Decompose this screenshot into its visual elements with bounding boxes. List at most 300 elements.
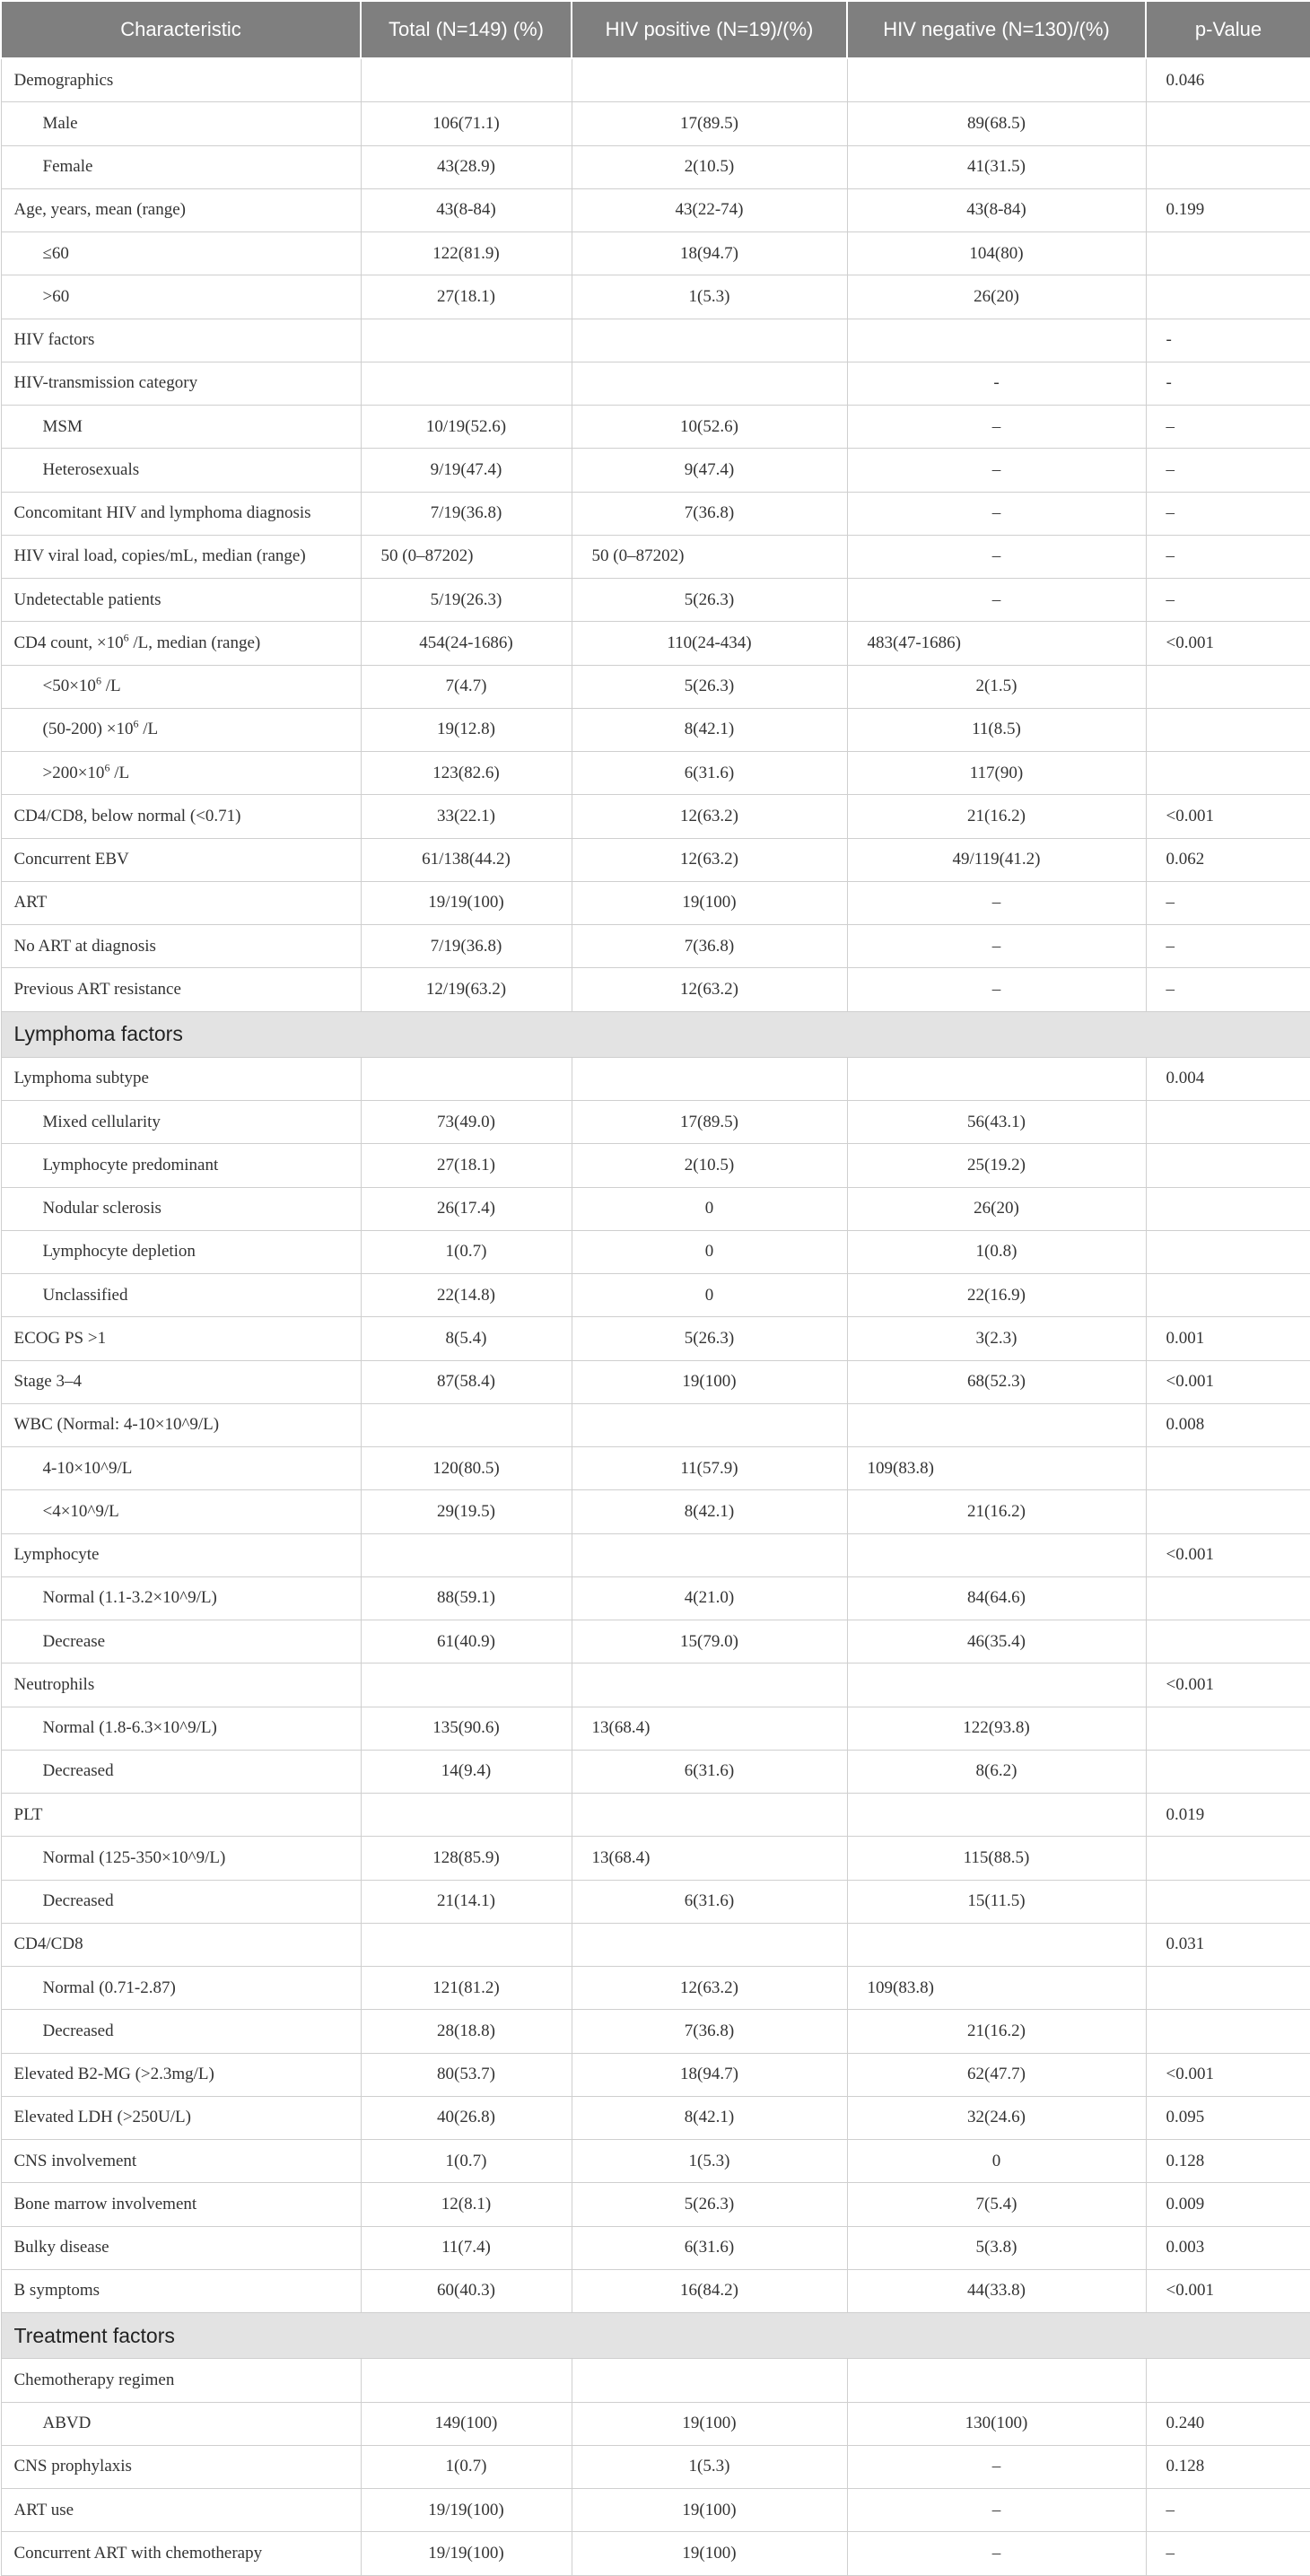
- table-row: [1, 1403, 1310, 1446]
- hiv-negative-cell: 15(11.5): [847, 1880, 1146, 1923]
- total-cell: 10/19(52.6): [361, 406, 572, 449]
- hiv-positive-cell: 43(22-74): [572, 188, 847, 231]
- p-value-cell: [1146, 708, 1310, 751]
- hiv-negative-cell: 89(68.5): [847, 102, 1146, 145]
- total-cell: 14(9.4): [361, 1750, 572, 1793]
- p-value-cell: 0.240: [1146, 2402, 1310, 2445]
- table-row: [1, 2183, 1310, 2226]
- characteristic-cell: Chemotherapy regimen: [1, 2359, 361, 2402]
- p-value-cell: 0.019: [1146, 1794, 1310, 1837]
- table-row: [1, 925, 1310, 968]
- table-row: [1, 1837, 1310, 1880]
- characteristic-cell: Normal (1.8-6.3×10^9/L): [1, 1707, 361, 1750]
- p-value-cell: <0.001: [1146, 795, 1310, 838]
- characteristic-cell: Bulky disease: [1, 2226, 361, 2269]
- p-value-cell: <0.001: [1146, 622, 1310, 665]
- characteristic-cell: Undetectable patients: [1, 579, 361, 622]
- table-row: [1, 2532, 1310, 2576]
- p-value-cell: [1146, 1750, 1310, 1793]
- hiv-positive-cell: 19(100): [572, 2489, 847, 2532]
- hiv-positive-cell: 5(26.3): [572, 665, 847, 708]
- p-value-cell: <0.001: [1146, 1663, 1310, 1707]
- p-value-cell: –: [1146, 535, 1310, 578]
- hiv-negative-cell: [847, 1794, 1146, 1837]
- header-hiv-negative: HIV negative (N=130)/(%): [847, 1, 1146, 58]
- characteristic-cell: ECOG PS >1: [1, 1317, 361, 1360]
- total-cell: 22(14.8): [361, 1274, 572, 1317]
- table-row: [1, 2445, 1310, 2488]
- hiv-positive-cell: 7(36.8): [572, 2010, 847, 2053]
- p-value-cell: –: [1146, 881, 1310, 924]
- characteristic-cell: Elevated LDH (>250U/L): [1, 2096, 361, 2139]
- total-cell: 87(58.4): [361, 1360, 572, 1403]
- p-value-cell: 0.031: [1146, 1923, 1310, 1966]
- hiv-positive-cell: 2(10.5): [572, 1144, 847, 1187]
- total-cell: [361, 58, 572, 102]
- characteristic-cell: Demographics: [1, 58, 361, 102]
- hiv-negative-cell: 1(0.8): [847, 1230, 1146, 1273]
- characteristic-cell: ≤60: [1, 232, 361, 275]
- characteristic-cell: 4-10×10^9/L: [1, 1447, 361, 1490]
- label-text-after: /L, median (range): [128, 633, 261, 652]
- section-title: Lymphoma factors: [1, 1011, 1310, 1057]
- characteristic-cell: Normal (1.1-3.2×10^9/L): [1, 1576, 361, 1620]
- hiv-positive-cell: 12(63.2): [572, 968, 847, 1011]
- characteristic-cell: Age, years, mean (range): [1, 188, 361, 231]
- table-row: [1, 2010, 1310, 2053]
- characteristic-cell: Neutrophils: [1, 1663, 361, 1707]
- hiv-negative-cell: 62(47.7): [847, 2053, 1146, 2096]
- hiv-positive-cell: 19(100): [572, 881, 847, 924]
- table-row: [1, 2269, 1310, 2312]
- hiv-positive-cell: [572, 362, 847, 405]
- hiv-negative-cell: 25(19.2): [847, 1144, 1146, 1187]
- p-value-cell: [1146, 1490, 1310, 1533]
- table-row: [1, 881, 1310, 924]
- p-value-cell: –: [1146, 2532, 1310, 2576]
- total-cell: 40(26.8): [361, 2096, 572, 2139]
- table-row: [1, 579, 1310, 622]
- total-cell: 7(4.7): [361, 665, 572, 708]
- label-text: (50-200) ×10: [42, 720, 134, 739]
- table-row: [1, 2226, 1310, 2269]
- characteristic-cell: Elevated B2-MG (>2.3mg/L): [1, 2053, 361, 2096]
- hiv-negative-cell: 49/119(41.2): [847, 838, 1146, 881]
- table-row: [1, 1620, 1310, 1663]
- table-row: [1, 1274, 1310, 1317]
- hiv-positive-cell: [572, 1794, 847, 1837]
- table-row: [1, 1533, 1310, 1576]
- section-title: Treatment factors: [1, 2313, 1310, 2359]
- p-value-cell: <0.001: [1146, 2269, 1310, 2312]
- characteristic-cell: Concomitant HIV and lymphoma diagnosis: [1, 492, 361, 535]
- hiv-positive-cell: 4(21.0): [572, 1576, 847, 1620]
- hiv-negative-cell: 43(8-84): [847, 188, 1146, 231]
- total-cell: 26(17.4): [361, 1187, 572, 1230]
- hiv-negative-cell: 22(16.9): [847, 1274, 1146, 1317]
- total-cell: 27(18.1): [361, 1144, 572, 1187]
- hiv-negative-cell: 7(5.4): [847, 2183, 1146, 2226]
- table-row: [1, 102, 1310, 145]
- hiv-negative-cell: 68(52.3): [847, 1360, 1146, 1403]
- table-row: [1, 2359, 1310, 2402]
- hiv-positive-cell: 8(42.1): [572, 2096, 847, 2139]
- p-value-cell: 0.128: [1146, 2140, 1310, 2183]
- header-hiv-positive: HIV positive (N=19)/(%): [572, 1, 847, 58]
- hiv-negative-cell: 26(20): [847, 275, 1146, 319]
- total-cell: 149(100): [361, 2402, 572, 2445]
- table-row: [1, 1967, 1310, 2010]
- hiv-positive-cell: 12(63.2): [572, 838, 847, 881]
- hiv-positive-cell: [572, 319, 847, 362]
- hiv-positive-cell: 7(36.8): [572, 492, 847, 535]
- total-cell: [361, 1533, 572, 1576]
- total-cell: 50 (0–87202): [361, 535, 572, 578]
- characteristic-cell: HIV factors: [1, 319, 361, 362]
- total-cell: [361, 362, 572, 405]
- total-cell: 12/19(63.2): [361, 968, 572, 1011]
- hiv-negative-cell: [847, 1533, 1146, 1576]
- characteristic-cell: CNS involvement: [1, 2140, 361, 2183]
- total-cell: 43(28.9): [361, 145, 572, 188]
- hiv-positive-cell: 17(89.5): [572, 1101, 847, 1144]
- hiv-negative-cell: 483(47-1686): [847, 622, 1146, 665]
- label-superscript: 6: [133, 718, 139, 731]
- p-value-cell: 0.008: [1146, 1403, 1310, 1446]
- hiv-positive-cell: 18(94.7): [572, 232, 847, 275]
- hiv-positive-cell: 13(68.4): [572, 1707, 847, 1750]
- label-text-after: /L: [109, 763, 130, 782]
- hiv-positive-cell: 5(26.3): [572, 1317, 847, 1360]
- hiv-positive-cell: 12(63.2): [572, 1967, 847, 2010]
- hiv-negative-cell: 11(8.5): [847, 708, 1146, 751]
- table-row: [1, 968, 1310, 1011]
- p-value-cell: [1146, 1144, 1310, 1187]
- hiv-positive-cell: [572, 58, 847, 102]
- characteristic-cell: Decreased: [1, 1750, 361, 1793]
- hiv-negative-cell: –: [847, 535, 1146, 578]
- total-cell: 122(81.9): [361, 232, 572, 275]
- total-cell: 19/19(100): [361, 881, 572, 924]
- hiv-positive-cell: 7(36.8): [572, 925, 847, 968]
- hiv-negative-cell: 84(64.6): [847, 1576, 1146, 1620]
- hiv-negative-cell: 109(83.8): [847, 1447, 1146, 1490]
- hiv-positive-cell: 0: [572, 1274, 847, 1317]
- total-cell: 454(24-1686): [361, 622, 572, 665]
- hiv-positive-cell: 5(26.3): [572, 579, 847, 622]
- total-cell: 8(5.4): [361, 1317, 572, 1360]
- hiv-positive-cell: 10(52.6): [572, 406, 847, 449]
- hiv-positive-cell: 13(68.4): [572, 1837, 847, 1880]
- total-cell: 33(22.1): [361, 795, 572, 838]
- table-row: [1, 2489, 1310, 2532]
- p-value-cell: [1146, 1447, 1310, 1490]
- table-row: [1, 1317, 1310, 1360]
- hiv-negative-cell: 117(90): [847, 752, 1146, 795]
- characteristic-cell: Previous ART resistance: [1, 968, 361, 1011]
- p-value-cell: 0.004: [1146, 1057, 1310, 1100]
- table-row: [1, 2096, 1310, 2139]
- total-cell: 121(81.2): [361, 1967, 572, 2010]
- hiv-positive-cell: 6(31.6): [572, 752, 847, 795]
- table-row: [1, 1360, 1310, 1403]
- p-value-cell: –: [1146, 406, 1310, 449]
- hiv-negative-cell: –: [847, 2489, 1146, 2532]
- table-row: [1, 838, 1310, 881]
- p-value-cell: [1146, 1187, 1310, 1230]
- total-cell: 11(7.4): [361, 2226, 572, 2269]
- p-value-cell: [1146, 145, 1310, 188]
- p-value-cell: <0.001: [1146, 2053, 1310, 2096]
- total-cell: [361, 1923, 572, 1966]
- table-row: [1, 188, 1310, 231]
- hiv-positive-cell: 18(94.7): [572, 2053, 847, 2096]
- p-value-cell: –: [1146, 492, 1310, 535]
- table-row: [1, 1923, 1310, 1966]
- hiv-negative-cell: 0: [847, 2140, 1146, 2183]
- hiv-negative-cell: –: [847, 492, 1146, 535]
- hiv-negative-cell: 115(88.5): [847, 1837, 1146, 1880]
- table-row: [1, 362, 1310, 405]
- p-value-cell: [1146, 2359, 1310, 2402]
- p-value-cell: [1146, 665, 1310, 708]
- hiv-negative-cell: 26(20): [847, 1187, 1146, 1230]
- hiv-positive-cell: 12(63.2): [572, 795, 847, 838]
- table-row: [1, 1794, 1310, 1837]
- hiv-negative-cell: 109(83.8): [847, 1967, 1146, 2010]
- table-row: [1, 622, 1310, 665]
- characteristic-cell: Heterosexuals: [1, 449, 361, 492]
- characteristic-cell: Stage 3–4: [1, 1360, 361, 1403]
- hiv-positive-cell: 9(47.4): [572, 449, 847, 492]
- characteristic-cell: Concurrent EBV: [1, 838, 361, 881]
- characteristic-cell: ABVD: [1, 2402, 361, 2445]
- total-cell: 128(85.9): [361, 1837, 572, 1880]
- hiv-negative-cell: 41(31.5): [847, 145, 1146, 188]
- label-superscript: 6: [95, 674, 101, 687]
- table-row: [1, 1490, 1310, 1533]
- p-value-cell: [1146, 232, 1310, 275]
- hiv-negative-cell: 130(100): [847, 2402, 1146, 2445]
- p-value-cell: [1146, 1101, 1310, 1144]
- hiv-negative-cell: 46(35.4): [847, 1620, 1146, 1663]
- header-p-value: p-Value: [1146, 1, 1310, 58]
- hiv-positive-cell: 17(89.5): [572, 102, 847, 145]
- table-row: [1, 1101, 1310, 1144]
- p-value-cell: [1146, 2010, 1310, 2053]
- p-value-cell: [1146, 1837, 1310, 1880]
- hiv-positive-cell: 19(100): [572, 2532, 847, 2576]
- characteristic-cell: Female: [1, 145, 361, 188]
- table-row: [1, 145, 1310, 188]
- characteristic-cell: Normal (0.71-2.87): [1, 1967, 361, 2010]
- table-header-row: [1, 1, 1310, 58]
- p-value-cell: -: [1146, 319, 1310, 362]
- total-cell: [361, 2359, 572, 2402]
- total-cell: [361, 319, 572, 362]
- table-row: [1, 535, 1310, 578]
- total-cell: 27(18.1): [361, 275, 572, 319]
- table-row: [1, 1057, 1310, 1100]
- p-value-cell: [1146, 1707, 1310, 1750]
- table-row: [1, 1576, 1310, 1620]
- label-text: CD4 count, ×10: [13, 633, 124, 652]
- hiv-positive-cell: 16(84.2): [572, 2269, 847, 2312]
- table-row: [1, 319, 1310, 362]
- characteristic-cell: No ART at diagnosis: [1, 925, 361, 968]
- hiv-negative-cell: [847, 1403, 1146, 1446]
- table-row: [1, 449, 1310, 492]
- characteristic-cell: CD4/CD8, below normal (<0.71): [1, 795, 361, 838]
- hiv-negative-cell: –: [847, 579, 1146, 622]
- hiv-positive-cell: 1(5.3): [572, 2445, 847, 2488]
- characteristic-cell: CD4/CD8: [1, 1923, 361, 1966]
- p-value-cell: 0.009: [1146, 2183, 1310, 2226]
- p-value-cell: –: [1146, 449, 1310, 492]
- characteristic-cell: B symptoms: [1, 2269, 361, 2312]
- hiv-positive-cell: [572, 1403, 847, 1446]
- label-superscript: 6: [123, 631, 129, 644]
- total-cell: 1(0.7): [361, 2445, 572, 2488]
- hiv-positive-cell: 1(5.3): [572, 2140, 847, 2183]
- hiv-negative-cell: [847, 2359, 1146, 2402]
- characteristic-cell: Lymphocyte predominant: [1, 1144, 361, 1187]
- hiv-positive-cell: 15(79.0): [572, 1620, 847, 1663]
- hiv-positive-cell: 11(57.9): [572, 1447, 847, 1490]
- characteristic-cell: Nodular sclerosis: [1, 1187, 361, 1230]
- p-value-cell: [1146, 1576, 1310, 1620]
- table-row: [1, 2140, 1310, 2183]
- hiv-negative-cell: 21(16.2): [847, 795, 1146, 838]
- characteristic-cell: CNS prophylaxis: [1, 2445, 361, 2488]
- p-value-cell: <0.001: [1146, 1360, 1310, 1403]
- label-text: >200×10: [42, 763, 105, 782]
- hiv-negative-cell: –: [847, 881, 1146, 924]
- table-row: [1, 2402, 1310, 2445]
- p-value-cell: [1146, 752, 1310, 795]
- hiv-negative-cell: 5(3.8): [847, 2226, 1146, 2269]
- hiv-positive-cell: 2(10.5): [572, 145, 847, 188]
- hiv-negative-cell: 2(1.5): [847, 665, 1146, 708]
- characteristic-cell: Male: [1, 102, 361, 145]
- p-value-cell: [1146, 102, 1310, 145]
- table-row: [1, 708, 1310, 751]
- table-row: [1, 406, 1310, 449]
- p-value-cell: –: [1146, 579, 1310, 622]
- table-row: [1, 1663, 1310, 1707]
- characteristic-cell: Lymphocyte depletion: [1, 1230, 361, 1273]
- characteristic-cell: Decrease: [1, 1620, 361, 1663]
- hiv-negative-cell: -: [847, 362, 1146, 405]
- total-cell: 12(8.1): [361, 2183, 572, 2226]
- p-value-cell: 0.062: [1146, 838, 1310, 881]
- p-value-cell: 0.128: [1146, 2445, 1310, 2488]
- total-cell: 28(18.8): [361, 2010, 572, 2053]
- hiv-negative-cell: 8(6.2): [847, 1750, 1146, 1793]
- table-row: [1, 58, 1310, 102]
- hiv-positive-cell: 110(24-434): [572, 622, 847, 665]
- p-value-cell: –: [1146, 925, 1310, 968]
- p-value-cell: [1146, 275, 1310, 319]
- characteristic-cell: <4×10^9/L: [1, 1490, 361, 1533]
- hiv-negative-cell: –: [847, 925, 1146, 968]
- total-cell: 9/19(47.4): [361, 449, 572, 492]
- total-cell: 29(19.5): [361, 1490, 572, 1533]
- characteristic-cell: HIV viral load, copies/mL, median (range): [1, 535, 361, 578]
- characteristic-cell: Unclassified: [1, 1274, 361, 1317]
- hiv-negative-cell: –: [847, 2532, 1146, 2576]
- characteristic-cell: Normal (125-350×10^9/L): [1, 1837, 361, 1880]
- hiv-negative-cell: –: [847, 406, 1146, 449]
- total-cell: 19/19(100): [361, 2489, 572, 2532]
- total-cell: 7/19(36.8): [361, 925, 572, 968]
- table-row: [1, 1187, 1310, 1230]
- hiv-positive-cell: 6(31.6): [572, 2226, 847, 2269]
- p-value-cell: 0.199: [1146, 188, 1310, 231]
- hiv-positive-cell: 6(31.6): [572, 1750, 847, 1793]
- hiv-positive-cell: [572, 1057, 847, 1100]
- p-value-cell: -: [1146, 362, 1310, 405]
- section-row: [1, 1011, 1310, 1057]
- characteristic-cell: Concurrent ART with chemotherapy: [1, 2532, 361, 2576]
- characteristic-cell: >60: [1, 275, 361, 319]
- label-superscript: 6: [104, 761, 110, 774]
- table-row: [1, 1144, 1310, 1187]
- hiv-positive-cell: 19(100): [572, 2402, 847, 2445]
- total-cell: 1(0.7): [361, 1230, 572, 1273]
- hiv-negative-cell: 21(16.2): [847, 1490, 1146, 1533]
- characteristic-cell: [1, 752, 361, 795]
- hiv-negative-cell: [847, 1057, 1146, 1100]
- characteristic-cell: Mixed cellularity: [1, 1101, 361, 1144]
- hiv-positive-cell: 50 (0–87202): [572, 535, 847, 578]
- total-cell: 120(80.5): [361, 1447, 572, 1490]
- total-cell: [361, 1794, 572, 1837]
- p-value-cell: 0.001: [1146, 1317, 1310, 1360]
- table-row: [1, 1880, 1310, 1923]
- total-cell: 1(0.7): [361, 2140, 572, 2183]
- hiv-positive-cell: [572, 1533, 847, 1576]
- hiv-negative-cell: [847, 319, 1146, 362]
- p-value-cell: 0.003: [1146, 2226, 1310, 2269]
- total-cell: 19/19(100): [361, 2532, 572, 2576]
- hiv-negative-cell: 21(16.2): [847, 2010, 1146, 2053]
- characteristic-cell: [1, 665, 361, 708]
- total-cell: 123(82.6): [361, 752, 572, 795]
- hiv-positive-cell: 19(100): [572, 1360, 847, 1403]
- p-value-cell: [1146, 1620, 1310, 1663]
- hiv-negative-cell: –: [847, 449, 1146, 492]
- table-row: [1, 752, 1310, 795]
- p-value-cell: <0.001: [1146, 1533, 1310, 1576]
- hiv-negative-cell: [847, 1663, 1146, 1707]
- p-value-cell: 0.046: [1146, 58, 1310, 102]
- hiv-positive-cell: 5(26.3): [572, 2183, 847, 2226]
- hiv-negative-cell: 32(24.6): [847, 2096, 1146, 2139]
- characteristic-cell: ART use: [1, 2489, 361, 2532]
- hiv-negative-cell: 56(43.1): [847, 1101, 1146, 1144]
- characteristic-cell: HIV-transmission category: [1, 362, 361, 405]
- p-value-cell: [1146, 1274, 1310, 1317]
- label-text-after: /L: [138, 720, 159, 739]
- hiv-negative-cell: 104(80): [847, 232, 1146, 275]
- hiv-negative-cell: [847, 58, 1146, 102]
- hiv-negative-cell: [847, 1923, 1146, 1966]
- characteristic-cell: WBC (Normal: 4-10×10^9/L): [1, 1403, 361, 1446]
- total-cell: 19(12.8): [361, 708, 572, 751]
- total-cell: 61/138(44.2): [361, 838, 572, 881]
- p-value-cell: –: [1146, 968, 1310, 1011]
